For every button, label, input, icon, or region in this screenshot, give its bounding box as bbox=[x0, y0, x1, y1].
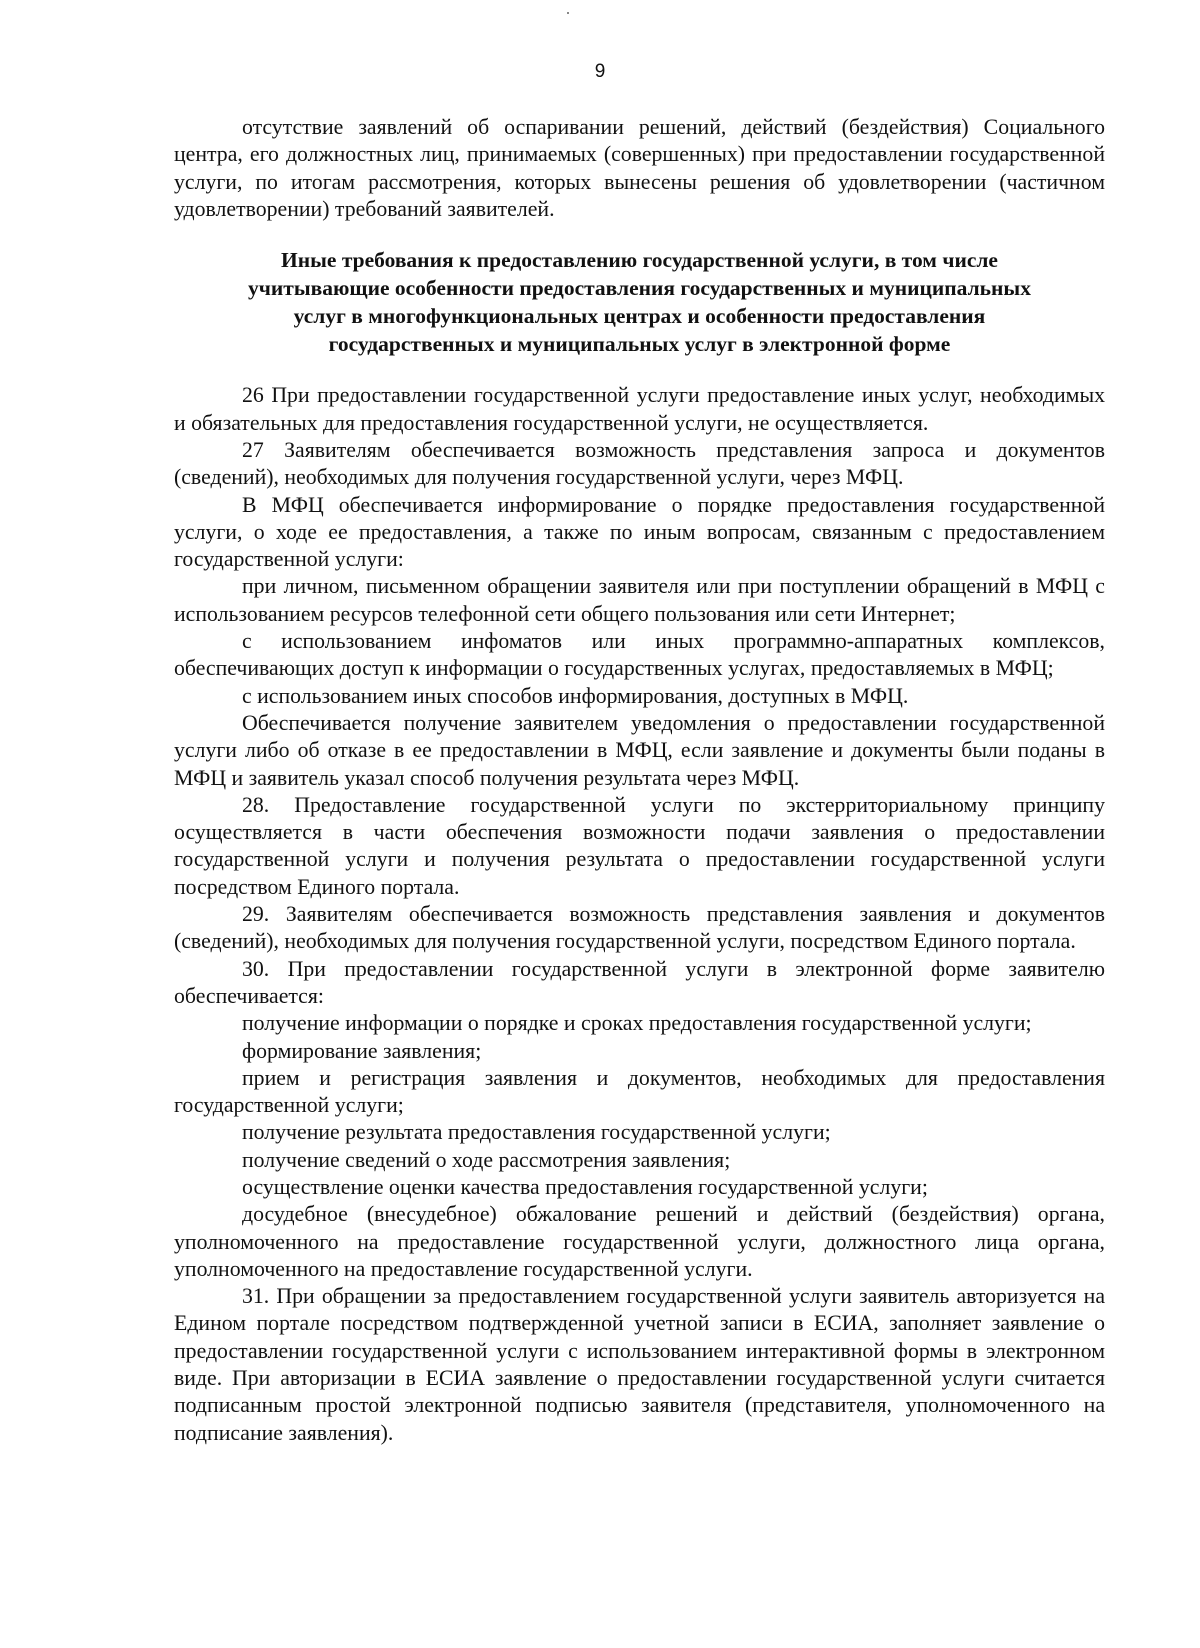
paragraph-26: 26 При предоставлении государственной услуги предоставление иных услуг, необходимых и обязательных для предоставления государственной услуги, не осуществляется. bbox=[174, 383, 1105, 435]
document-body bbox=[174, 114, 1105, 1447]
paragraph-list-item: прием и регистрация заявления и документов, необходимых для предоставления государственной услуги; bbox=[174, 1065, 1105, 1118]
paragraph-list-item: с использованием инфоматов или иных программно-аппаратных комплексов, обеспечивающих доступ к информации о государственных услугах, предоставляемых в МФЦ; bbox=[174, 629, 1105, 681]
section-heading-line: государственных и муниципальных услуг в электронной форме bbox=[328, 331, 951, 356]
section-heading-line: Иные требования к предоставлению государственной услуги, в том числе bbox=[281, 248, 998, 273]
scan-speck bbox=[567, 12, 569, 14]
paragraph-list-item: формирование заявления; bbox=[242, 1038, 482, 1063]
paragraph-list-item: получение информации о порядке и сроках предоставления государственной услуги; bbox=[242, 1011, 1032, 1036]
paragraph-27: 27 Заявителям обеспечивается возможность представления запроса и документов (сведений), необходимых для получения государственной услуги, через МФЦ. bbox=[174, 437, 1105, 490]
paragraph-list-item: получение результата предоставления государственной услуги; bbox=[242, 1120, 831, 1145]
paragraph-31: 31. При обращении за предоставлением государственной услуги заявитель авторизуется на Едином портале посредством подтвержденной учетной записи в ЕСИА, заполняет заявление о предоставлении государственной услуги с использованием интерактивной формы в электронном виде. При авторизации в ЕСИА заявление о предоставлении государственной услуги считается подписанным простой электронной подписью заявителя (представителя, уполномоченного на подписание заявления). bbox=[174, 1284, 1105, 1445]
paragraph-list-item: при личном, письменном обращении заявителя или при поступлении обращений в МФЦ с использованием ресурсов телефонной сети общего пользования или сети Интернет; bbox=[174, 574, 1105, 626]
paragraph-list-item: осуществление оценки качества предоставления государственной услуги; bbox=[242, 1174, 928, 1199]
intro-paragraph: отсутствие заявлений об оспаривании решений, действий (бездействия) Социального центра, его должностных лиц, принимаемых (совершенных) при предоставлении государственной услуги, по итогам рассмотрения, которых вынесены решения об удовлетворении (частичном удовлетворении) требований заявителей. bbox=[174, 115, 1105, 221]
section-heading bbox=[204, 247, 1075, 358]
paragraph-list-item: получение сведений о ходе рассмотрения заявления; bbox=[242, 1147, 731, 1172]
paragraph-30: 30. При предоставлении государственной услуги в электронной форме заявителю обеспечивается: bbox=[174, 956, 1105, 1008]
paragraph-28: 28. Предоставление государственной услуги по экстерриториальному принципу осуществляется в части обеспечения возможности подачи заявления о предоставлении государственной услуги и получения результата о предоставлении государственной услуги посредством Единого портала. bbox=[174, 792, 1105, 899]
paragraph-mfc-info: В МФЦ обеспечивается информирование о порядке предоставления государственной услуги, о ходе ее предоставления, а также по иным вопросам, связанным с предоставлением государственной услуги: bbox=[174, 492, 1105, 572]
paragraph-29: 29. Заявителям обеспечивается возможность представления заявления и документов (сведений), необходимых для получения государственной услуги, посредством Единого портала. bbox=[174, 902, 1105, 954]
paragraph-notification: Обеспечивается получение заявителем уведомления о предоставлении государственной услуги либо об отказе в ее предоставлении в МФЦ, если заявление и документы были поданы в МФЦ и заявитель указал способ получения результата через МФЦ. bbox=[174, 710, 1105, 790]
paragraph-list-item: с использованием иных способов информирования, доступных в МФЦ. bbox=[242, 683, 909, 708]
section-heading-line: услуг в многофункциональных центрах и особенности предоставления bbox=[293, 303, 986, 328]
paragraph-list-item: досудебное (внесудебное) обжалование решений и действий (бездействия) органа, уполномоченного на предоставление государственной услуги, должностного лица органа, уполномоченного на предоставление государственной услуги. bbox=[174, 1202, 1105, 1281]
section-heading-line: учитывающие особенности предоставления государственных и муниципальных bbox=[248, 275, 1031, 300]
page-number: 9 bbox=[594, 61, 606, 82]
